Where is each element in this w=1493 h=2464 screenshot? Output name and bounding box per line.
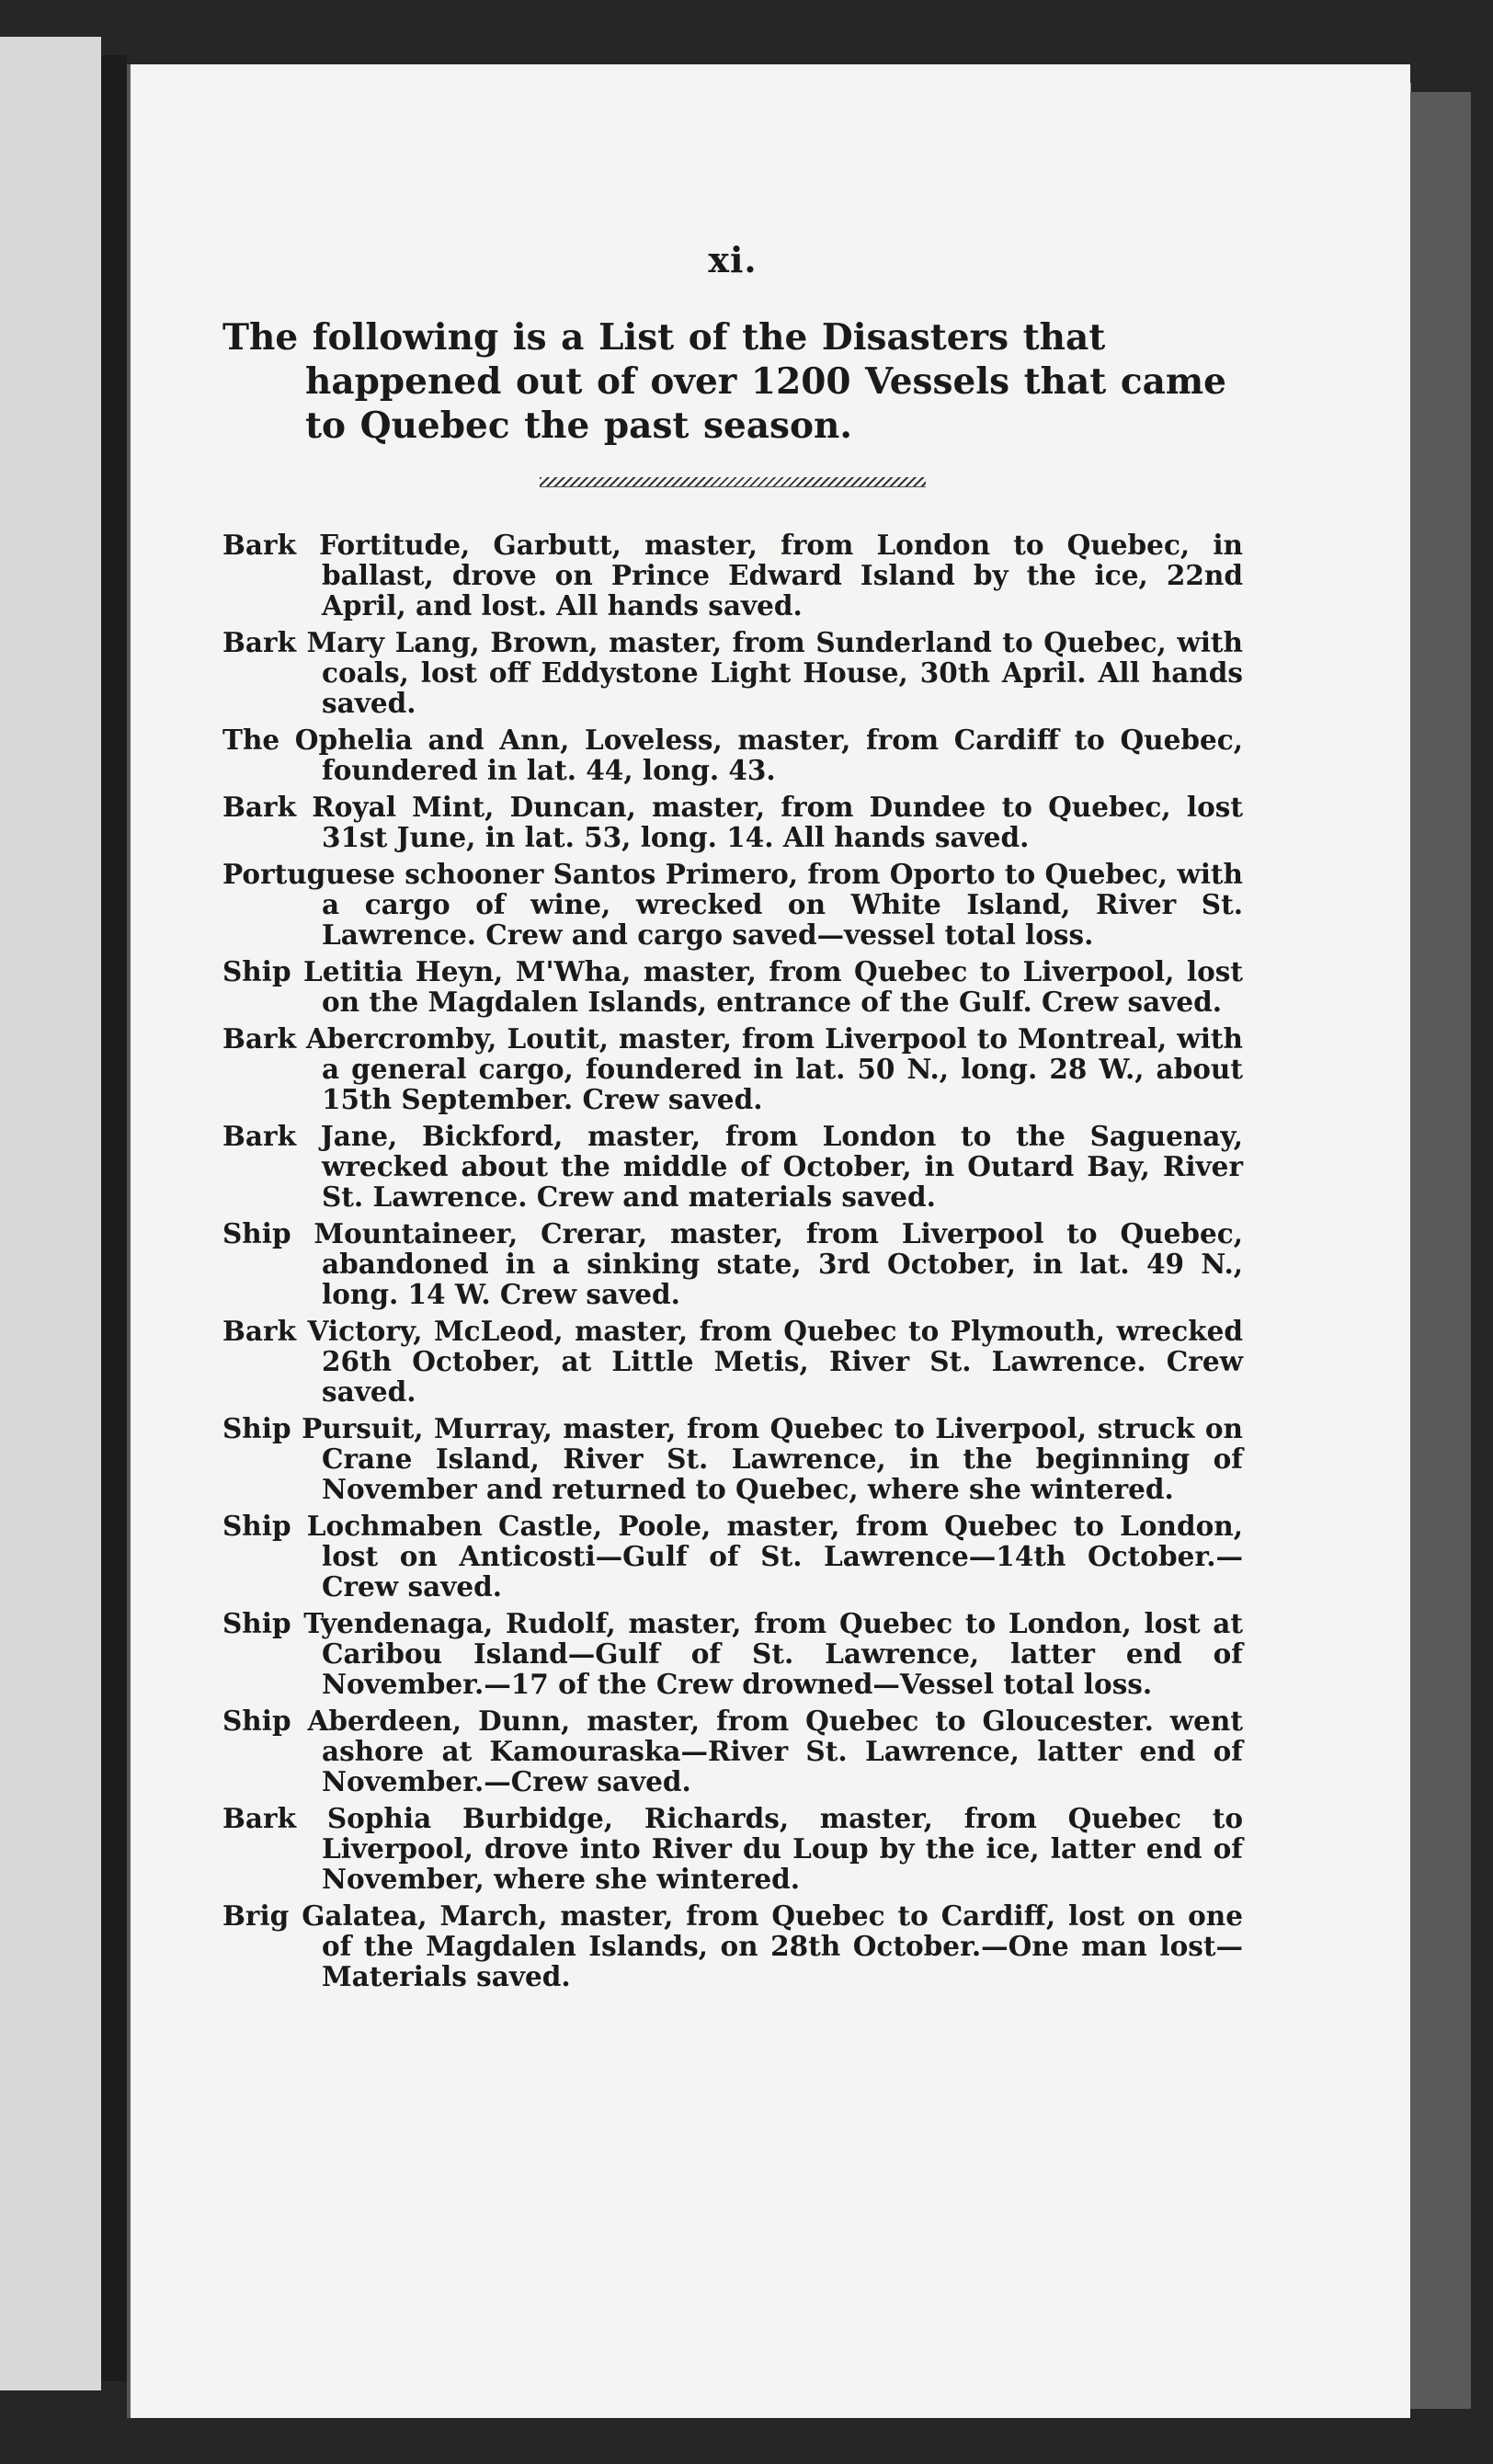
list-item: Ship Pursuit, Murray, master, from Quebec to Liverpool, struck on Crane Island, River St. Lawrence, in the beginning of November and returned to Quebec, where she wintered. [222, 1412, 1243, 1505]
list-item: Portuguese schooner Santos Primero, from Oporto to Quebec, with a cargo of wine, wrecked on White Island, River St. Lawrence. Crew and cargo saved—vessel total loss. [222, 858, 1243, 951]
decorative-rule [540, 477, 926, 487]
list-item: Ship Tyendenaga, Rudolf, master, from Quebec to London, lost at Caribou Island—Gulf of St. Lawrence, latter end of November.—17 of the Crew drowned—Vessel total loss. [222, 1607, 1243, 1700]
previous-page-edge [0, 37, 101, 2390]
list-item: Bark Sophia Burbidge, Richards, master, from Quebec to Liverpool, drove into River du Loup by the ice, latter end of November, where she wintered. [222, 1802, 1243, 1895]
list-item: Ship Mountaineer, Crerar, master, from Liverpool to Quebec, abandoned in a sinking state, 3rd October, in lat. 49 N., long. 14 W. Crew saved. [222, 1217, 1243, 1310]
list-item: Bark Abercromby, Loutit, master, from Liverpool to Montreal, with a general cargo, foundered in lat. 50 N., long. 28 W., about 15th September. Crew saved. [222, 1022, 1243, 1115]
gutter-shadow [101, 55, 127, 2381]
list-item: The Ophelia and Ann, Loveless, master, from Cardiff to Quebec, foundered in lat. 44, long. 43. [222, 724, 1243, 786]
list-item: Bark Fortitude, Garbutt, master, from London to Quebec, in ballast, drove on Prince Edward Island by the ice, 22nd April, and lost. All hands saved. [222, 529, 1243, 622]
list-item: Brig Galatea, March, master, from Quebec to Cardiff, lost on one of the Magdalen Islands, on 28th October.—One man lost—Materials saved. [222, 1899, 1243, 1992]
page-content [222, 239, 1243, 1998]
list-item: Bark Victory, McLeod, master, from Quebec to Plymouth, wrecked 26th October, at Little Metis, River St. Lawrence. Crew saved. [222, 1315, 1243, 1408]
book-spine [1407, 92, 1471, 2409]
list-item: Bark Mary Lang, Brown, master, from Sunderland to Quebec, with coals, lost off Eddystone Light House, 30th April. All hands saved. [222, 626, 1243, 719]
page-heading: The following is a List of the Disasters that happened out of over 1200 Vessels that came to Quebec the past season. [222, 316, 1226, 447]
document-page [127, 64, 1410, 2418]
disaster-list [222, 530, 1243, 1991]
page-number: xi. [708, 239, 758, 280]
list-item: Ship Letitia Heyn, M'Wha, master, from Quebec to Liverpool, lost on the Magdalen Islands, entrance of the Gulf. Crew saved. [222, 955, 1243, 1018]
list-item: Ship Lochmaben Castle, Poole, master, from Quebec to London, lost on Anticosti—Gulf of St. Lawrence—14th October.—Crew saved. [222, 1510, 1243, 1603]
list-item: Ship Aberdeen, Dunn, master, from Quebec to Gloucester. went ashore at Kamouraska—River St. Lawrence, latter end of November.—Crew saved. [222, 1705, 1243, 1797]
list-item: Bark Royal Mint, Duncan, master, from Dundee to Quebec, lost 31st June, in lat. 53, long. 14. All hands saved. [222, 791, 1243, 853]
list-item: Bark Jane, Bickford, master, from London to the Saguenay, wrecked about the middle of October, in Outard Bay, River St. Lawrence. Crew and materials saved. [222, 1120, 1243, 1213]
